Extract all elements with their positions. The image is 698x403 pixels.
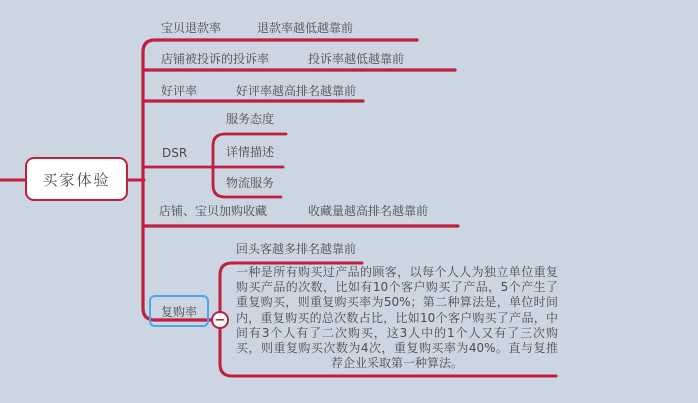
topic-favorites[interactable]: 店铺、宝贝加购收藏 <box>159 204 268 218</box>
note-praise-rate[interactable]: 好评率越高排名越靠前 <box>236 84 357 98</box>
root-node-label: 买家体验 <box>42 170 111 189</box>
note-complaint-rate[interactable]: 投诉率越低越靠前 <box>308 52 405 66</box>
root-node-buyer-experience[interactable] <box>25 157 128 201</box>
repurchase-rate-label: 复购率 <box>160 304 197 319</box>
note-refund-rate[interactable]: 退款率越低越靠前 <box>257 21 354 35</box>
topic-praise-rate[interactable]: 好评率 <box>161 84 198 98</box>
collapse-button[interactable] <box>211 311 229 329</box>
minus-icon: − <box>214 312 226 328</box>
topic-detail-description[interactable]: 详情描述 <box>226 145 275 159</box>
topic-complaint-rate[interactable]: 店铺被投诉的投诉率 <box>161 52 270 66</box>
note-favorites[interactable]: 收藏量越高排名越靠前 <box>308 204 429 218</box>
topic-repurchase-rate-selected[interactable] <box>149 295 209 327</box>
topic-logistics-service[interactable]: 物流服务 <box>226 176 275 190</box>
topic-repurchase-definition-paragraph[interactable]: 一种是所有购买过产品的顾客，以每个人人为独立单位重复购买产品的次数，比如有10个客户购买了产品，5个产生了重复购买，则重复购买率为50%；第二种算法是，单位时间内，重复购买的总次数占比，比如10个客户购买了产品，中间有3个人有了二次购买，这3人中的1个人又有了三次购买，则重复购买次数为4次，重复购买率为40%。直与复推荐企业采取第一种算法。 <box>236 265 558 371</box>
topic-service-attitude[interactable]: 服务态度 <box>226 112 275 126</box>
topic-refund-rate[interactable]: 宝贝退款率 <box>161 21 222 35</box>
topic-dsr[interactable]: DSR <box>162 146 188 160</box>
topic-returning-customers[interactable]: 回头客越多排名越靠前 <box>236 242 357 256</box>
